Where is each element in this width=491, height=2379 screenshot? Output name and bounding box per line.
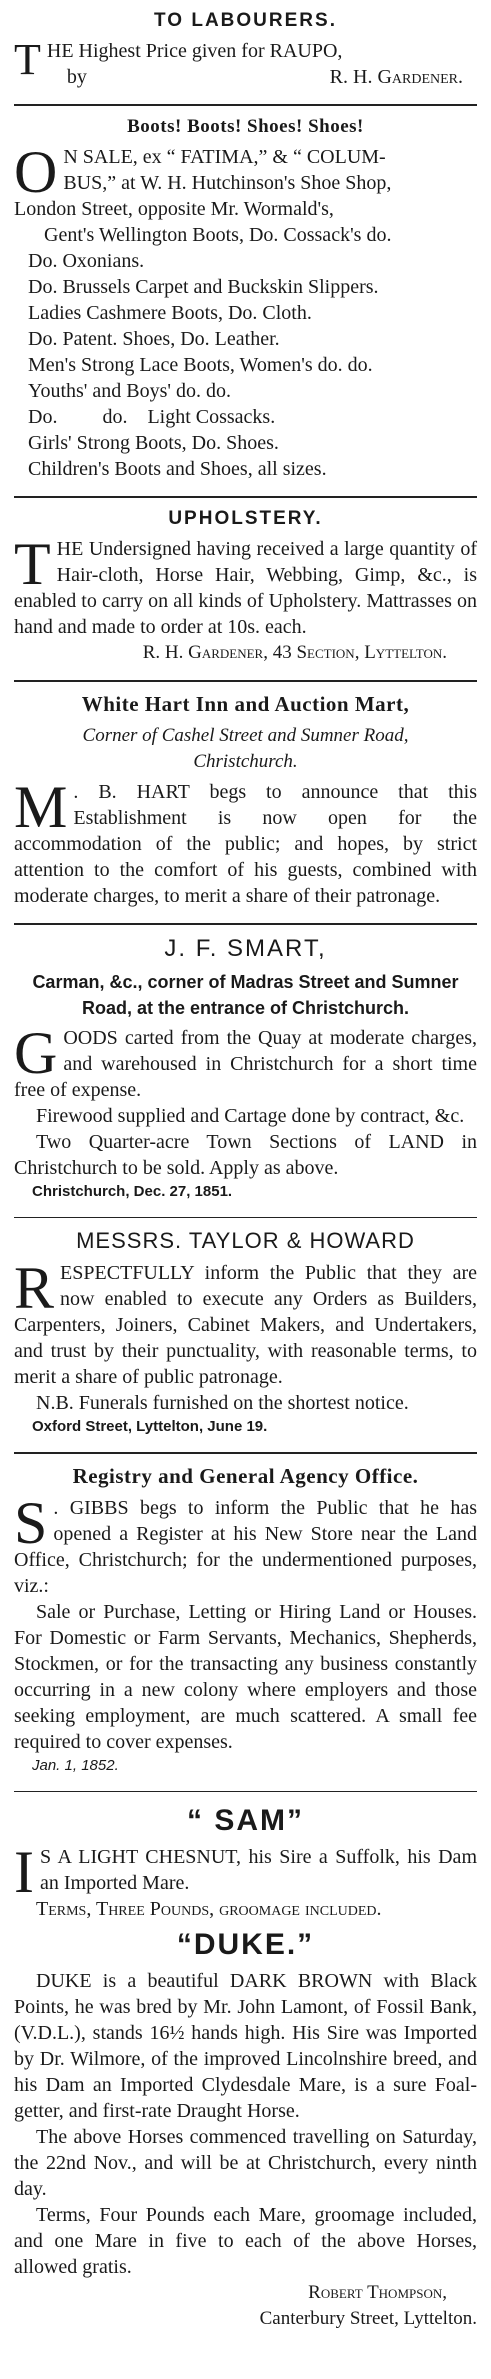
ad-subtitle: Road, at the entrance of Christchurch.: [81, 998, 410, 1018]
drop-cap: S: [14, 1490, 48, 1556]
ad-intro-1: N SALE, ex “ FATIMA,” & “ COLUM-: [63, 146, 386, 168]
by-label: by: [66, 66, 87, 88]
list-item: Ladies Cashmere Boots, Do. Cloth.: [28, 302, 312, 324]
ad-intro-2: BUS,” at W. H. Hutchinson's Shoe Shop,: [63, 172, 392, 194]
ad-intro-3: London Street, opposite Mr. Wormald's,: [14, 198, 334, 220]
ad-date: Jan. 1, 1852.: [32, 1757, 119, 1774]
ad-date: Christchurch, Dec. 27, 1851.: [32, 1183, 233, 1200]
ad-upholstery: [14, 508, 477, 666]
divider: [14, 923, 477, 925]
ad-body: Two Quarter-acre Town Sections of LAND in Christchurch to be sold. Apply as above.: [14, 1131, 477, 1179]
ad-signer: R. H. Gardener, 43 Section, Lyttelton.: [142, 642, 447, 663]
ad-body: S A LIGHT CHESNUT, his Sire a Suffolk, his Dam an Imported Mare.: [39, 1846, 477, 1894]
ad-body: N.B. Funerals furnished on the shortest notice.: [36, 1392, 409, 1414]
ad-taylor-howard: [14, 1228, 477, 1438]
divider: [14, 680, 477, 682]
ad-title: “DUKE.”: [176, 1928, 315, 1961]
list-item: Gent's Wellington Boots, Do. Cossack's do.: [44, 224, 392, 246]
drop-cap: T: [14, 35, 41, 84]
ad-to-labourers: [14, 10, 477, 90]
ad-title: TO LABOURERS.: [154, 10, 337, 31]
ad-boots-shoes: [14, 116, 477, 482]
ad-body: HE Highest Price given for RAUPO,: [46, 40, 343, 62]
divider: [14, 1791, 477, 1792]
ad-title: “ SAM”: [187, 1804, 304, 1837]
list-item: Do. Oxonians.: [28, 250, 145, 272]
ad-signer-address: Canterbury Street, Lyttelton.: [259, 2308, 477, 2329]
list-item: Youths' and Boys' do. do.: [28, 380, 231, 402]
ad-body: The above Horses commenced travelling on Saturday, the 22nd Nov., and will be at Christchurch, every ninth day.: [14, 2126, 477, 2200]
ad-title: MESSRS. TAYLOR & HOWARD: [76, 1228, 415, 1253]
ad-body: DUKE is a beautiful DARK BROWN with Black Points, he was bred by Mr. John Lamont, of Fossil Bank, (V.D.L.), stands 16½ hands high. His Sire was Imported by Dr. Wilmore, of the improved Lincolnshire breed, and his Dam an Imported Clydesdale Mare, is a sure Foal-getter, and first-rate Draught Horse.: [14, 1970, 477, 2122]
drop-cap: M: [14, 774, 68, 840]
ad-body: Firewood supplied and Cartage done by contract, &c.: [36, 1105, 465, 1127]
ad-body: HE Undersigned having received a large quantity of Hair-cloth, Horse Hair, Webbing, Gimp, &c., is enabled to carry on all kinds of Upholstery. Mattrasses on hand and made to order at 10s. each.: [14, 538, 477, 638]
ad-title: White Hart Inn and Auction Mart,: [81, 692, 410, 716]
ad-terms: Terms, Three Pounds, groomage included.: [36, 1898, 382, 1920]
list-item: Children's Boots and Shoes, all sizes.: [28, 458, 327, 480]
ad-body: Sale or Purchase, Letting or Hiring Land or Houses. For Domestic or Farm Servants, Mechanics, Shepherds, Stockmen, or for the transacting any business constantly occurring in a new colony where employers and those seeking employment, are much scattered. A small fee required to cover expenses.: [14, 1601, 477, 1753]
ad-subtitle: Carman, &c., corner of Madras Street and Sumner: [32, 972, 459, 992]
drop-cap: G: [14, 1020, 58, 1086]
ad-title: UPHOLSTERY.: [168, 508, 323, 529]
divider: [14, 1217, 477, 1218]
ad-body: . GIBBS begs to inform the Public that he has opened a Register at his New Store near the Land Office, Christchurch; for the undermentioned purposes, viz.:: [14, 1497, 477, 1597]
list-item: Do. do. Light Cossacks.: [28, 406, 276, 428]
ad-jf-smart: [14, 935, 477, 1203]
list-item: Do. Brussels Carpet and Buckskin Slippers.: [28, 276, 379, 298]
ad-body: Terms, Four Pounds each Mare, groomage included, and one Mare in five to each of the above Horses, allowed gratis.: [14, 2204, 477, 2278]
ad-body: . B. HART begs to announce that this Establishment is now open for the accommodation of the public; and hopes, by strict attention to the comfort of his guests, combined with moderate charges, to merit a share of their patronage.: [14, 781, 477, 907]
ad-date: Oxford Street, Lyttelton, June 19.: [32, 1418, 268, 1435]
ad-title: Registry and General Agency Office.: [72, 1464, 419, 1488]
ad-subtitle: Christchurch.: [193, 751, 298, 772]
ad-signer: R. H. Gardener.: [329, 66, 463, 88]
ad-registry-agency: [14, 1464, 477, 1777]
drop-cap: O: [14, 139, 58, 205]
drop-cap: T: [14, 531, 51, 597]
ad-white-hart-inn: [14, 692, 477, 909]
ad-subtitle: Corner of Cashel Street and Sumner Road,: [82, 725, 409, 746]
drop-cap: R: [14, 1255, 55, 1321]
drop-cap: I: [14, 1839, 34, 1905]
newspaper-column: [14, 0, 477, 2332]
ad-horses-sam-duke: [14, 1804, 477, 2332]
ad-signer: Robert Thompson,: [308, 2282, 447, 2303]
ad-body: ESPECTFULLY inform the Public that they are now enabled to execute any Orders as Builders, Carpenters, Joiners, Cabinet Makers, and Undertakers, and trust by their punctuality, with reasonable terms, to merit a share of public patronage.: [14, 1262, 477, 1388]
ad-title: Boots! Boots! Shoes! Shoes!: [127, 116, 364, 137]
ad-body: OODS carted from the Quay at moderate charges, and warehoused in Christchurch for a short time free of expense.: [14, 1027, 477, 1101]
divider: [14, 104, 477, 106]
ad-title: J. F. SMART,: [164, 935, 327, 962]
list-item: Girls' Strong Boots, Do. Shoes.: [28, 432, 279, 454]
list-item: Do. Patent. Shoes, Do. Leather.: [28, 328, 280, 350]
divider: [14, 496, 477, 498]
divider: [14, 1452, 477, 1454]
list-item: Men's Strong Lace Boots, Women's do. do.: [28, 354, 373, 376]
